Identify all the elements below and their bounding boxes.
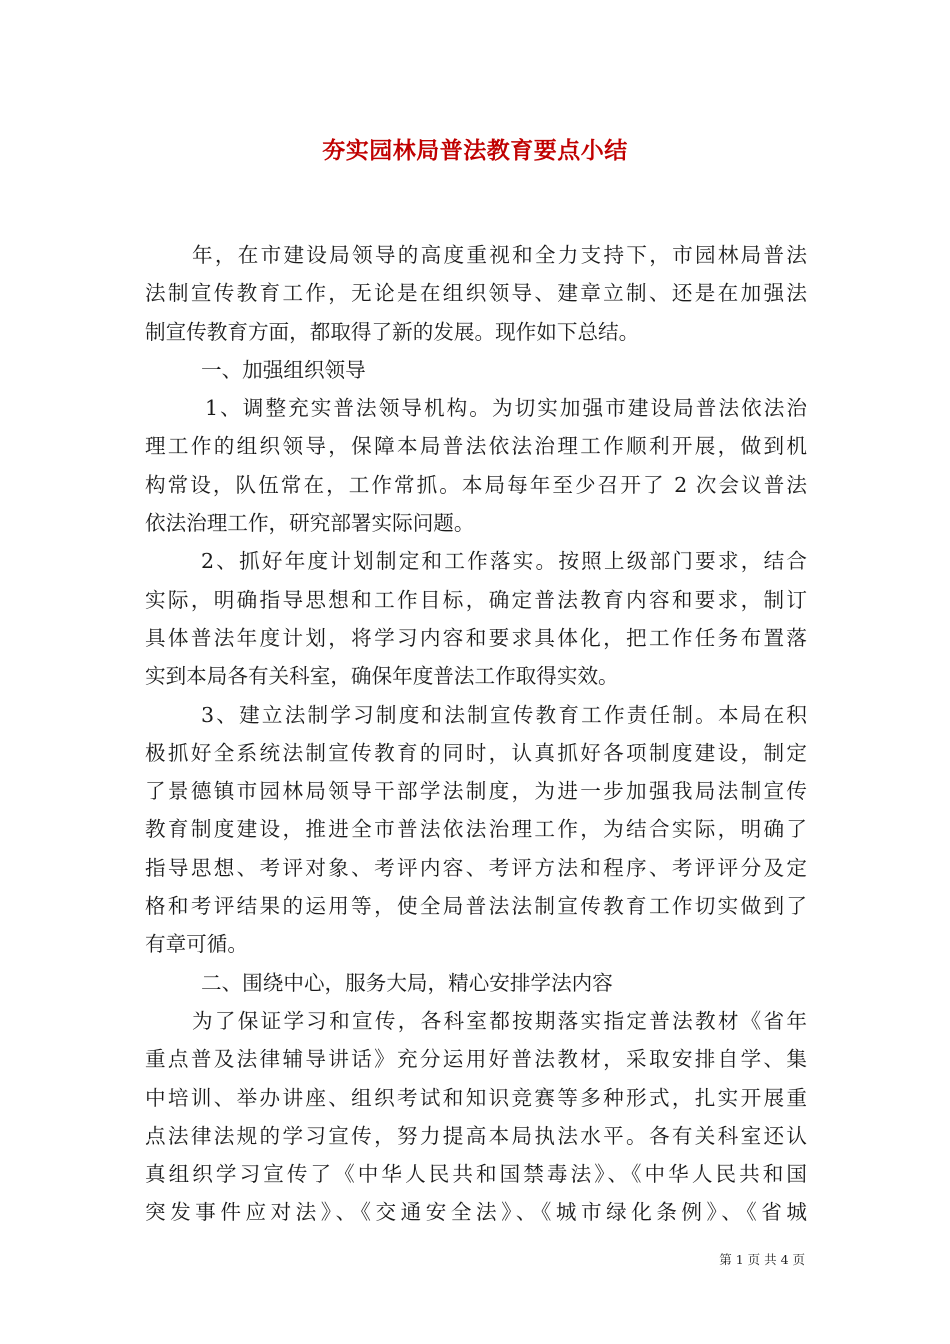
paragraph-line: 具体普法年度计划，将学习内容和要求具体化，把工作任务布置落	[145, 625, 807, 650]
paragraph-line: 构常设，队伍常在，工作常抓。本局每年至少召开了 2 次会议普法	[145, 472, 807, 497]
paragraph-line: 法制宣传教育工作，无论是在组织领导、建章立制、还是在加强法	[145, 281, 807, 306]
section-heading: 一、加强组织领导	[201, 357, 366, 382]
paragraph-line: 年，在市建设局领导的高度重视和全力支持下，市园林局普法	[192, 243, 807, 267]
paragraph-line: 1、调整充实普法领导机构。为切实加强市建设局普法依法治	[205, 396, 807, 421]
paragraph-line: 制宣传教育方面，都取得了新的发展。现作如下总结。	[145, 319, 640, 344]
document-body	[145, 236, 807, 1232]
paragraph-line: 真组织学习宣传了《中华人民共和国禁毒法》、《中华人民共和国	[145, 1162, 807, 1187]
paragraph-line: 依法治理工作，研究部署实际问题。	[145, 511, 475, 536]
document-title: 夯实园林局普法教育要点小结	[322, 137, 628, 164]
paragraph-line: 理工作的组织领导，保障本局普法依法治理工作顺利开展，做到机	[145, 434, 807, 459]
paragraph-line: 有章可循。	[145, 932, 248, 957]
section-heading: 二、围绕中心，服务大局，精心安排学法内容	[201, 970, 613, 995]
paragraph-line: 为了保证学习和宣传，各科室都按期落实指定普法教材《省年	[192, 1008, 807, 1033]
paragraph-line: 指导思想、考评对象、考评内容、考评方法和程序、考评评分及定	[145, 855, 807, 880]
paragraph-line: 重点普及法律辅导讲话》充分运用好普法教材，采取安排自学、集	[145, 1047, 807, 1072]
paragraph-line: 中培训、举办讲座、组织考试和知识竞赛等多种形式，扎实开展重	[145, 1085, 807, 1110]
paragraph-line: 点法律法规的学习宣传，努力提高本局执法水平。各有关科室还认	[145, 1123, 807, 1148]
paragraph-line: 突发事件应对法》、《交通安全法》、《城市绿化条例》、《省城	[145, 1200, 807, 1225]
paragraph-line: 格和考评结果的运用等，使全局普法法制宣传教育工作切实做到了	[145, 894, 807, 919]
paragraph-line: 了景德镇市园林局领导干部学法制度，为进一步加强我局法制宣传	[145, 779, 807, 804]
paragraph-line: 2、抓好年度计划制定和工作落实。按照上级部门要求，结合	[201, 549, 807, 574]
paragraph-line: 教育制度建设，推进全市普法依法治理工作，为结合实际，明确了	[145, 817, 807, 842]
paragraph-line: 3、建立法制学习制度和法制宣传教育工作责任制。本局在积	[201, 702, 807, 727]
paragraph-line: 实际，明确指导思想和工作目标，确定普法教育内容和要求，制订	[145, 587, 807, 612]
paragraph-line: 实到本局各有关科室，确保年度普法工作取得实效。	[145, 664, 619, 689]
page-footer: 第 1 页 共 4 页	[719, 1252, 805, 1267]
paragraph-line: 极抓好全系统法制宣传教育的同时，认真抓好各项制度建设，制定	[145, 740, 807, 765]
